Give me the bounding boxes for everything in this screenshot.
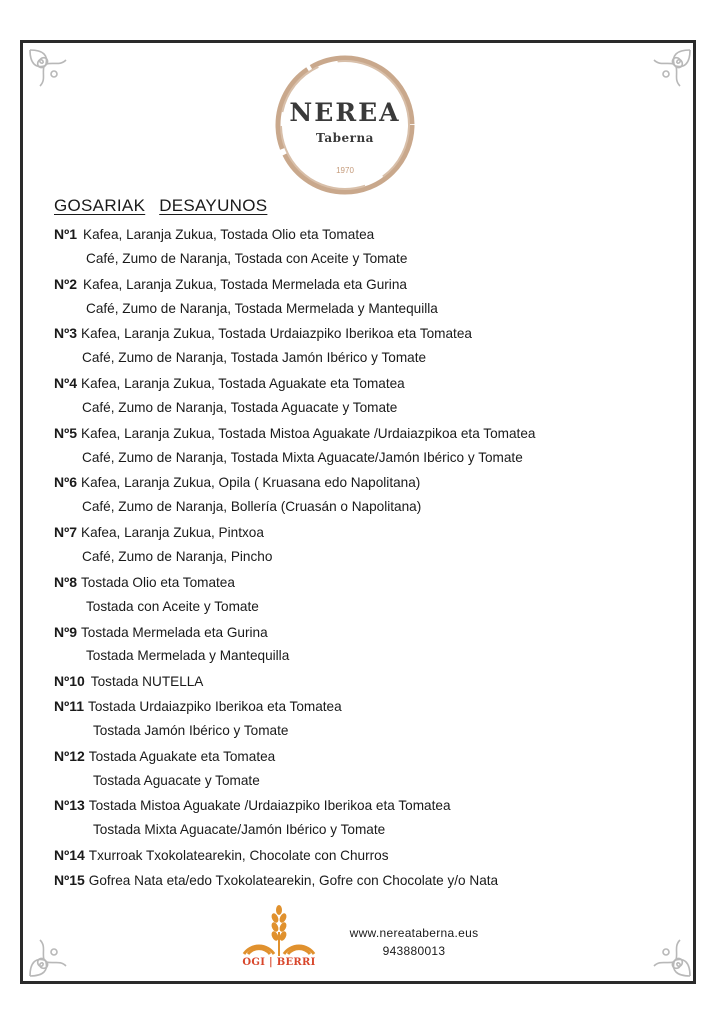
menu-item-basque: Kafea, Laranja Zukua, Tostada Urdaiazpiko Iberikoa eta Tomatea	[81, 326, 472, 342]
breakfast-menu-list	[54, 222, 684, 893]
menu-item	[54, 868, 684, 893]
menu-item-number: Nº5	[54, 424, 78, 441]
menu-item-number: Nº14	[54, 847, 85, 864]
corner-ornament-icon	[26, 934, 72, 980]
menu-item	[54, 669, 684, 694]
menu-item	[54, 371, 684, 396]
menu-item-spanish: Tostada con Aceite y Tomate	[86, 598, 259, 614]
menu-item-spanish: Café, Zumo de Naranja, Pincho	[82, 548, 273, 564]
logo-title: NEREA	[289, 98, 401, 127]
menu-item-basque: Gofrea Nata eta/edo Txokolatearekin, Gofre con Chocolate y/o Nata	[88, 872, 499, 888]
menu-item-basque: Txurroak Txokolatearekin, Chocolate con Churros	[88, 848, 389, 864]
menu-item-spanish: Café, Zumo de Naranja, Tostada Aguacate y Tomate	[82, 399, 398, 415]
menu-item-number: Nº11	[54, 698, 85, 715]
menu-item	[54, 570, 684, 595]
menu-item-number: Nº15	[54, 871, 85, 888]
menu-item	[54, 421, 684, 446]
corner-ornament-icon	[26, 46, 72, 92]
menu-item	[54, 222, 684, 247]
menu-item-basque: Kafea, Laranja Zukua, Tostada Mermelada eta Gurina	[83, 276, 407, 292]
menu-item-basque: Kafea, Laranja Zukua, Tostada Mistoa Aguakate /Urdaiazpikoa eta Tomatea	[81, 425, 536, 441]
menu-item-number: Nº2	[54, 275, 78, 292]
menu-item-basque: Tostada Mistoa Aguakate /Urdaiazpiko Iberikoa eta Tomatea	[88, 798, 451, 814]
menu-item-number: Nº6	[54, 474, 78, 491]
corner-ornament-icon	[648, 934, 694, 980]
menu-item	[54, 843, 684, 868]
menu-item-spanish: Tostada Jamón Ibérico y Tomate	[93, 722, 289, 738]
menu-item-spanish: Tostada Mermelada y Mantequilla	[86, 648, 290, 664]
menu-item-spanish: Tostada Aguacate y Tomate	[93, 772, 260, 788]
menu-item-number: Nº4	[54, 375, 78, 392]
menu-item	[54, 272, 684, 297]
ogi-word: OGI	[242, 957, 266, 968]
menu-item-basque: Kafea, Laranja Zukua, Opila ( Kruasana edo Napolitana)	[81, 475, 421, 491]
menu-item-number: Nº3	[54, 325, 78, 342]
menu-item-basque: Tostada Mermelada eta Gurina	[81, 624, 268, 640]
menu-item-number: Nº7	[54, 524, 78, 541]
menu-item-basque: Tostada Urdaiazpiko Iberikoa eta Tomatea	[88, 699, 342, 715]
menu-item-number: Nº13	[54, 797, 85, 814]
menu-item-number: Nº1	[54, 226, 78, 242]
menu-item	[54, 620, 684, 645]
menu-item-basque: Kafea, Laranja Zukua, Pintxoa	[81, 525, 264, 541]
menu-item-basque: Tostada Aguakate eta Tomatea	[88, 748, 276, 764]
berri-word: BERRI	[276, 957, 316, 968]
menu-item-basque: Kafea, Laranja Zukua, Tostada Olio eta Tomatea	[83, 227, 375, 242]
website-link[interactable]: www.nereataberna.eus	[349, 926, 479, 940]
menu-item	[54, 744, 684, 769]
menu-item-basque: Kafea, Laranja Zukua, Tostada Aguakate eta Tomatea	[81, 376, 405, 392]
menu-item-number: Nº10	[54, 673, 85, 690]
ogi-berri-wordmark: OGI | BERRI	[242, 957, 316, 968]
menu-item-spanish: Café, Zumo de Naranja, Tostada Jamón Ibérico y Tomate	[82, 350, 427, 366]
menu-item-spanish: Café, Zumo de Naranja, Tostada con Aceite y Tomate	[86, 250, 408, 266]
phone-number: 943880013	[382, 944, 446, 958]
menu-item-spanish: Café, Zumo de Naranja, Tostada Mixta Aguacate/Jamón Ibérico y Tomate	[82, 449, 523, 465]
menu-item-basque: Tostada Olio eta Tomatea	[81, 574, 235, 590]
logo-year: 1970	[336, 166, 354, 175]
menu-item-spanish: Café, Zumo de Naranja, Tostada Mermelada y Mantequilla	[86, 300, 438, 316]
menu-item-spanish: Café, Zumo de Naranja, Bollería (Cruasán o Napolitana)	[82, 499, 422, 515]
corner-ornament-icon	[648, 46, 694, 92]
contact-block	[334, 924, 494, 960]
section-title	[54, 196, 267, 216]
menu-item	[54, 694, 684, 719]
menu-item-number: Nº9	[54, 623, 78, 640]
section-title-spanish: DESAYUNOS	[159, 196, 268, 215]
menu-item	[54, 520, 684, 545]
logo-subtitle: Taberna	[316, 131, 374, 145]
menu-item	[54, 321, 684, 346]
menu-item-spanish: Tostada Mixta Aguacate/Jamón Ibérico y Tomate	[93, 822, 386, 838]
menu-item-basque: Tostada NUTELLA	[90, 674, 204, 690]
menu-item-number: Nº8	[54, 573, 78, 590]
menu-item-number: Nº12	[54, 747, 85, 764]
section-title-basque: GOSARIAK	[54, 196, 146, 215]
menu-item	[54, 793, 684, 818]
menu-item	[54, 470, 684, 495]
